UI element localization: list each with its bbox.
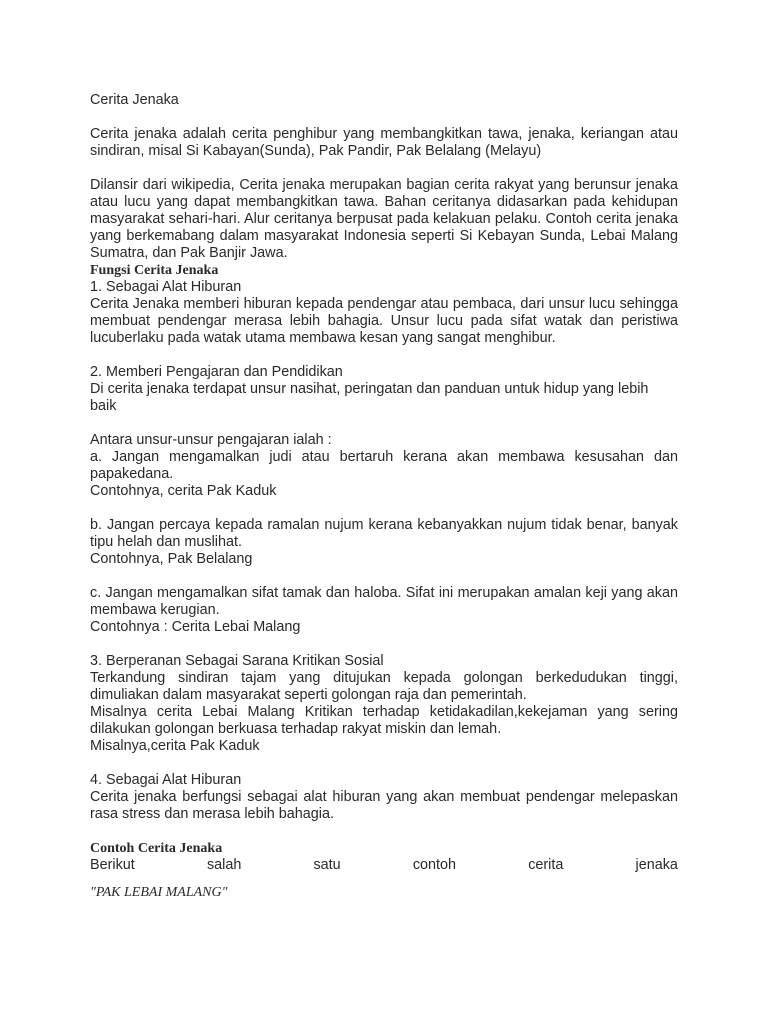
section2-list-intro: Antara unsur-unsur pengajaran ialah : bbox=[90, 432, 332, 448]
fungsi-heading: Fungsi Cerita Jenaka bbox=[90, 263, 219, 278]
section3-body2: Misalnya cerita Lebai Malang Kritikan terhadap ketidakadilan,kekejaman yang sering dilakukan golongan berkuasa terhadap rakyat miskin dan lemah. bbox=[90, 704, 678, 737]
section4-body: Cerita jenaka berfungsi sebagai alat hiburan yang akan membuat pendengar melepaskan rasa stress dan merasa lebih bahagia. bbox=[90, 789, 678, 822]
section2-body: Di cerita jenaka terdapat unsur nasihat, peringatan dan panduan untuk hidup yang lebih baik bbox=[90, 381, 649, 414]
section2-heading: 2. Memberi Pengajaran dan Pendidikan bbox=[90, 364, 343, 380]
section2-item-b-example: Contohnya, Pak Belalang bbox=[90, 551, 253, 567]
story-title: "PAK LEBAI MALANG" bbox=[90, 885, 228, 900]
section2-item-a-example: Contohnya, cerita Pak Kaduk bbox=[90, 483, 277, 499]
contoh-word: cerita bbox=[528, 857, 564, 873]
section3-heading: 3. Berperanan Sebagai Sarana Kritikan Sosial bbox=[90, 653, 384, 669]
contoh-word: jenaka bbox=[635, 857, 678, 873]
section1-heading: 1. Sebagai Alat Hiburan bbox=[90, 279, 242, 295]
section3-body1: Terkandung sindiran tajam yang ditujukan kepada golongan berkedudukan tinggi, dimuliakan dalam masyarakat seperti golongan raja dan pemerintah. bbox=[90, 670, 678, 703]
contoh-heading: Contoh Cerita Jenaka bbox=[90, 841, 223, 856]
section3-body3: Misalnya,cerita Pak Kaduk bbox=[90, 738, 260, 754]
section2-item-b: b. Jangan percaya kepada ramalan nujum kerana kebanyakkan nujum tidak benar, banyak tipu helah dan muslihat. bbox=[90, 517, 678, 550]
wiki-paragraph: Dilansir dari wikipedia, Cerita jenaka merupakan bagian cerita rakyat yang berunsur jenaka atau lucu yang dapat membangkitkan tawa. Bahan ceritanya didasarkan pada kehidupan masyarakat sehari-hari. Alur ceritanya berpusat pada kelakuan pelaku. Contoh cerita jenaka yang berkemabang dalam masyarakat Indonesia seperti Si Kebayan Sunda, Lebai Malang Sumatra, dan Pak Banjir Jawa. bbox=[90, 177, 678, 261]
section1-body: Cerita Jenaka memberi hiburan kepada pendengar atau pembaca, dari unsur lucu sehingga membuat pendengar merasa lebih bahagia. Unsur lucu pada sifat watak dan peristiwa lucuberlaku pada watak utama membawa kesan yang sangat menghibur. bbox=[90, 296, 678, 346]
intro-paragraph: Cerita jenaka adalah cerita penghibur yang membangkitkan tawa, jenaka, keriangan atau sindiran, misal Si Kabayan(Sunda), Pak Pandir, Pak Belalang (Melayu) bbox=[90, 126, 678, 159]
section2-item-c-example: Contohnya : Cerita Lebai Malang bbox=[90, 619, 301, 635]
section2-item-c: c. Jangan mengamalkan sifat tamak dan haloba. Sifat ini merupakan amalan keji yang akan membawa kerugian. bbox=[90, 585, 678, 618]
contoh-intro-line bbox=[90, 857, 678, 874]
section2-item-a: a. Jangan mengamalkan judi atau bertaruh kerana akan membawa kesusahan dan papakedana. bbox=[90, 449, 678, 482]
document-title: Cerita Jenaka bbox=[90, 92, 179, 108]
contoh-word: contoh bbox=[412, 857, 457, 873]
contoh-word: salah bbox=[206, 857, 242, 873]
section4-heading: 4. Sebagai Alat Hiburan bbox=[90, 772, 242, 788]
contoh-word: satu bbox=[313, 857, 341, 873]
contoh-word: Berikut bbox=[90, 857, 135, 873]
